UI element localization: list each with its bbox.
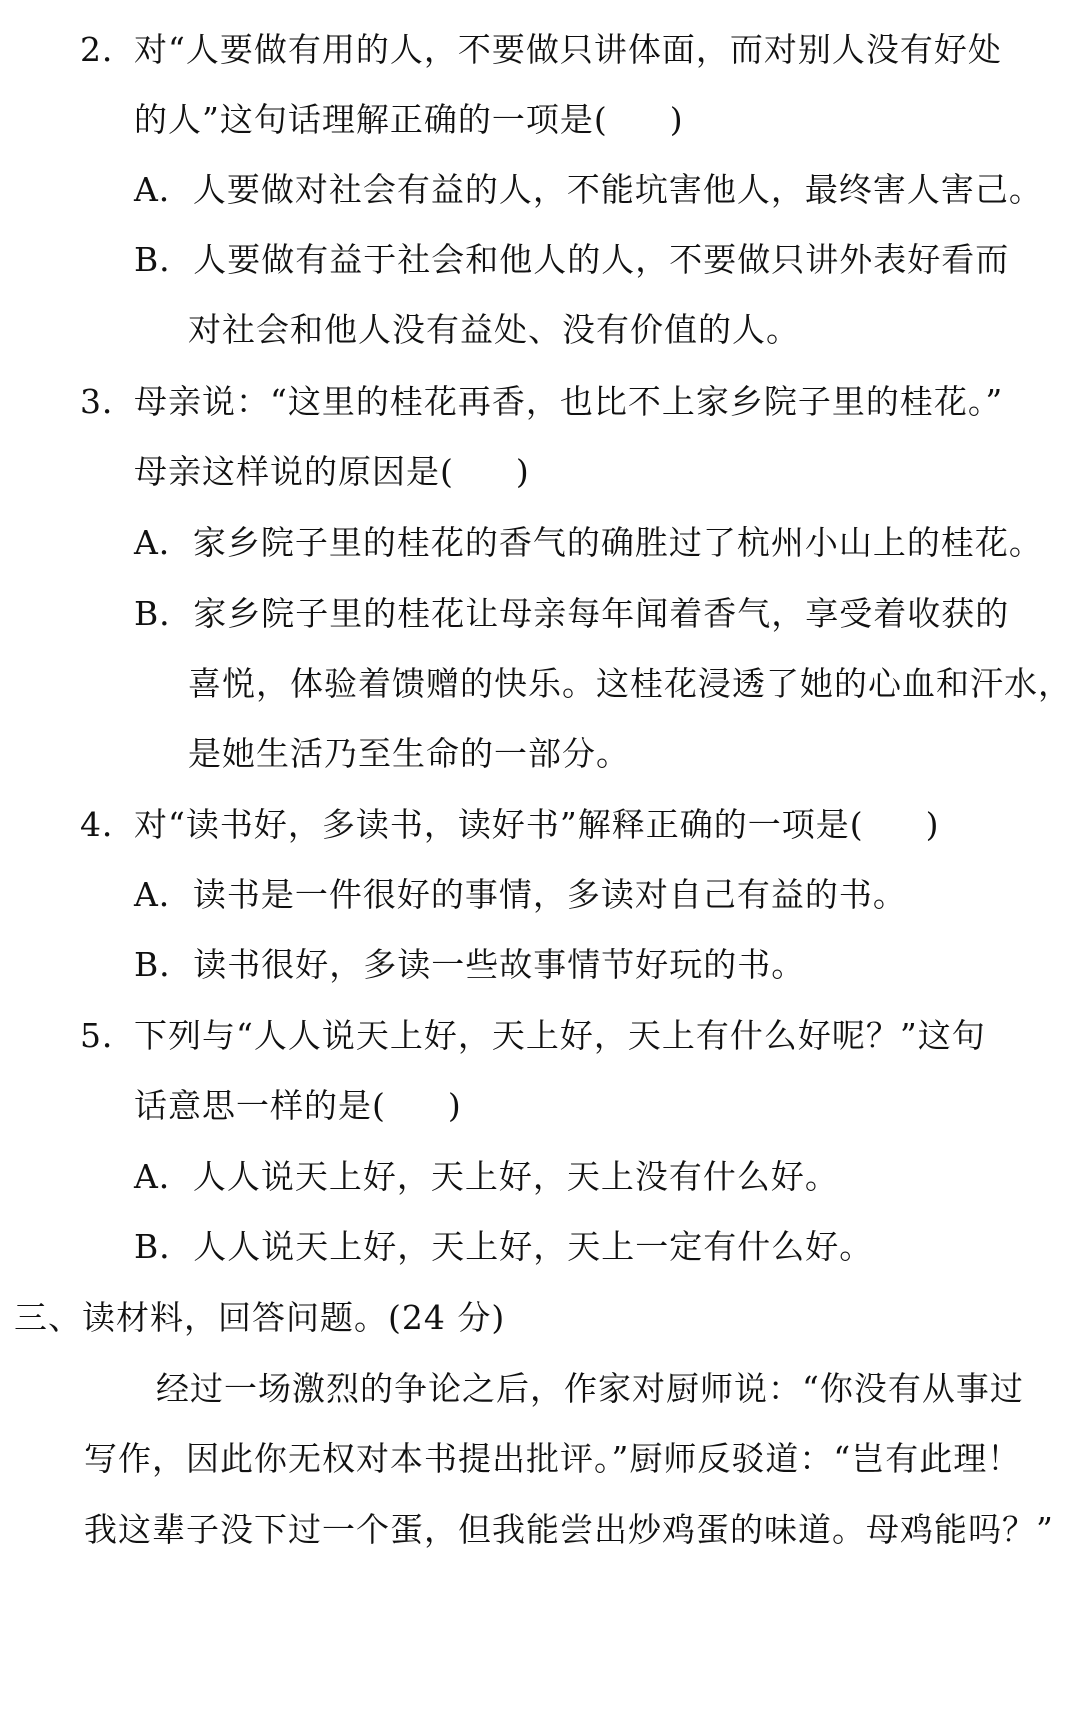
question-2-stem-line-2: 的人”这句话理解正确的一项是( ) <box>134 100 684 139</box>
option-text: 人要做对社会有益的人，不能坑害他人，最终害人害己。 <box>192 170 1043 209</box>
question-3-option-a <box>134 521 1043 565</box>
question-2-option-a <box>134 168 1043 212</box>
option-letter: B． <box>134 240 194 279</box>
question-5-stem-line-2: 话意思一样的是( ) <box>134 1086 462 1125</box>
question-5-option-a <box>134 1155 839 1199</box>
passage-line-2: 写作，因此你无权对本书提出批评。”厨师反驳道：“岂有此理！ <box>84 1439 1022 1478</box>
option-text: 家乡院子里的桂花让母亲每年闻着香气，享受着收获的 <box>193 594 1010 633</box>
option-letter: B． <box>134 945 194 984</box>
question-2-option-b-cont: 对社会和他人没有益处、没有价值的人。 <box>188 310 800 349</box>
option-text: 人要做有益于社会和他人的人，不要做只讲外表好看而 <box>193 240 1010 279</box>
question-3-number: 3． <box>80 382 136 421</box>
question-5-stem-line-1: 下列与“人人说天上好，天上好，天上有什么好呢？”这句 <box>134 1016 986 1055</box>
option-text: 人人说天上好，天上好，天上没有什么好。 <box>192 1157 839 1196</box>
question-2-number: 2． <box>80 30 136 69</box>
question-4-number: 4． <box>80 805 136 844</box>
question-3-option-b-cont-1: 喜悦，体验着馈赠的快乐。这桂花浸透了她的心血和汗水， <box>188 664 1072 703</box>
question-2-stem-line-1: 对“人要做有用的人，不要做只讲体面，而对别人没有好处 <box>134 30 1002 69</box>
option-text: 人人说天上好，天上好，天上一定有什么好。 <box>193 1227 874 1266</box>
question-3-option-b <box>134 592 1009 636</box>
section-title: 三、读材料，回答问题。(24 分) <box>14 1298 506 1337</box>
question-3-stem-line-1: 母亲说：“这里的桂花再香，也比不上家乡院子里的桂花。” <box>134 382 1004 421</box>
question-3-option-b-cont-2: 是她生活乃至生命的一部分。 <box>188 734 630 773</box>
question-4-stem: 对“读书好，多读书，读好书”解释正确的一项是( ) <box>134 805 940 844</box>
option-text: 读书是一件很好的事情，多读对自己有益的书。 <box>192 875 907 914</box>
option-letter: A． <box>134 523 193 562</box>
question-4-option-b <box>134 943 805 987</box>
option-letter: A． <box>134 170 193 209</box>
option-letter: A． <box>134 875 193 914</box>
option-text: 读书很好，多读一些故事情节好玩的书。 <box>193 945 806 984</box>
question-3-stem-line-2: 母亲这样说的原因是( ) <box>134 452 530 491</box>
question-4-option-a <box>134 873 907 917</box>
option-letter: A． <box>134 1157 193 1196</box>
passage-line-3: 我这辈子没下过一个蛋，但我能尝出炒鸡蛋的味道。母鸡能吗？” <box>84 1510 1054 1549</box>
question-5-number: 5． <box>80 1016 136 1055</box>
option-letter: B． <box>134 594 194 633</box>
passage-line-1: 经过一场激烈的争论之后，作家对厨师说：“你没有从事过 <box>156 1369 1024 1408</box>
option-letter: B． <box>134 1227 194 1266</box>
option-text: 家乡院子里的桂花的香气的确胜过了杭州小山上的桂花。 <box>192 523 1043 562</box>
question-2-option-b <box>134 238 1009 282</box>
question-5-option-b <box>134 1225 873 1269</box>
